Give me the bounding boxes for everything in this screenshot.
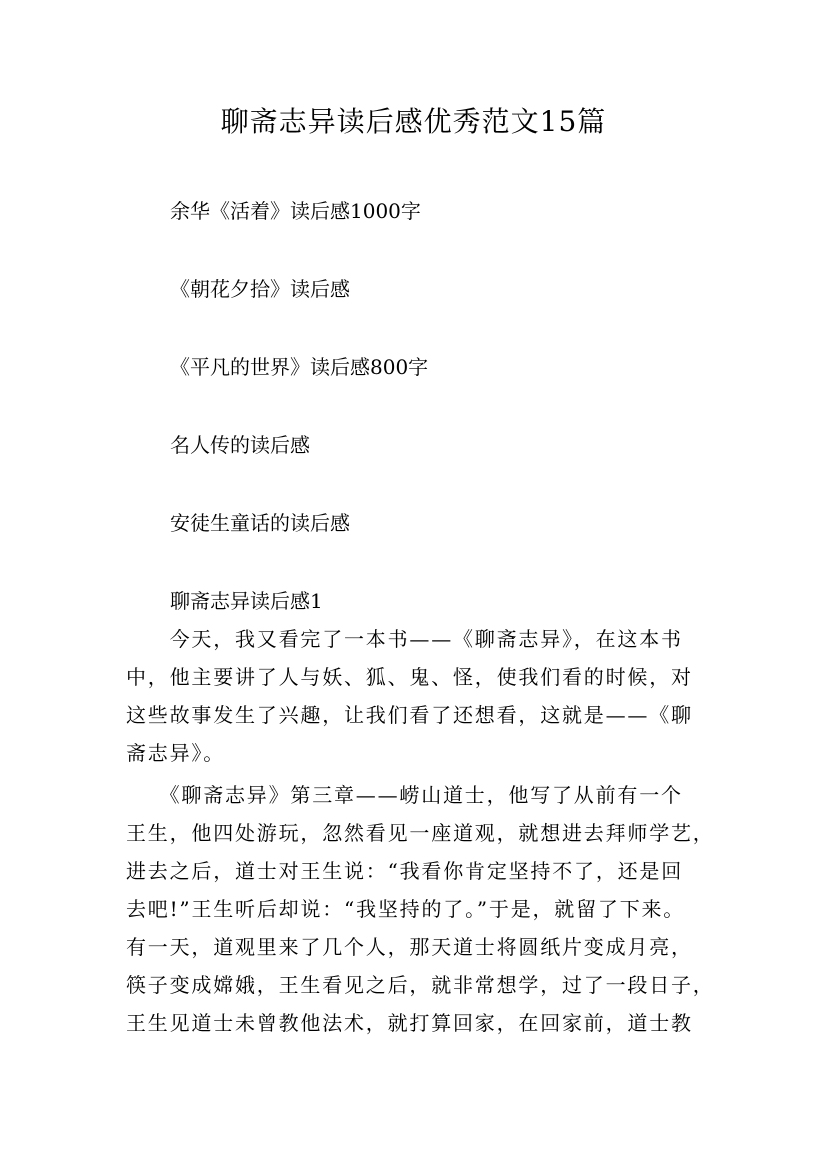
- paragraph-laoshan-taoist: [126, 776, 715, 1042]
- paragraph-line: 中，他主要讲了人与妖、狐、鬼、怪，使我们看的时候，对: [126, 665, 693, 689]
- toc-item-zhaohuaxishi: 《朝花夕拾》读后感: [170, 277, 350, 301]
- paragraph-line: 筷子变成嫦娥，王生看见之后，就非常想学，过了一段日子，: [126, 973, 715, 997]
- paragraph-line: 进去之后，道士对王生说：“我看你肯定坚持不了，还是回: [126, 859, 684, 883]
- document-title: 聊斋志异读后感优秀范文15篇: [220, 105, 607, 138]
- paragraph-line: 斋志异》。: [126, 741, 225, 765]
- paragraph-line: 有一天，道观里来了几个人，那天道士将圆纸片变成月亮，: [126, 935, 693, 959]
- paragraph-line: 这些故事发生了兴趣，让我们看了还想看，这就是——《聊: [126, 703, 693, 727]
- paragraph-line: 王生，他四处游玩，忽然看见一座道观，就想进去拜师学艺，: [126, 821, 715, 845]
- toc-item-pingfan-de-shijie: 《平凡的世界》读后感800字: [170, 355, 429, 379]
- paragraph-line: 《聊斋志异》第三章——崂山道士，他写了从前有一个: [126, 783, 683, 807]
- paragraph-intro: [126, 620, 706, 772]
- toc-item-andersen-fairy-tales: 安徒生童话的读后感: [170, 511, 350, 535]
- section-heading: 聊斋志异读后感1: [170, 589, 323, 613]
- paragraph-line: 今天，我又看完了一本书——《聊斋志异》，在这本书: [126, 627, 683, 651]
- toc-item-mingrenzhuan: 名人传的读后感: [170, 433, 310, 457]
- paragraph-line: 去吧!”王生听后却说：“我坚持的了。”于是，就留了下来。: [126, 897, 686, 921]
- paragraph-line: 王生见道士未曾教他法术，就打算回家，在回家前，道士教: [126, 1011, 693, 1035]
- toc-item-huozhe: 余华《活着》读后感1000字: [170, 199, 421, 223]
